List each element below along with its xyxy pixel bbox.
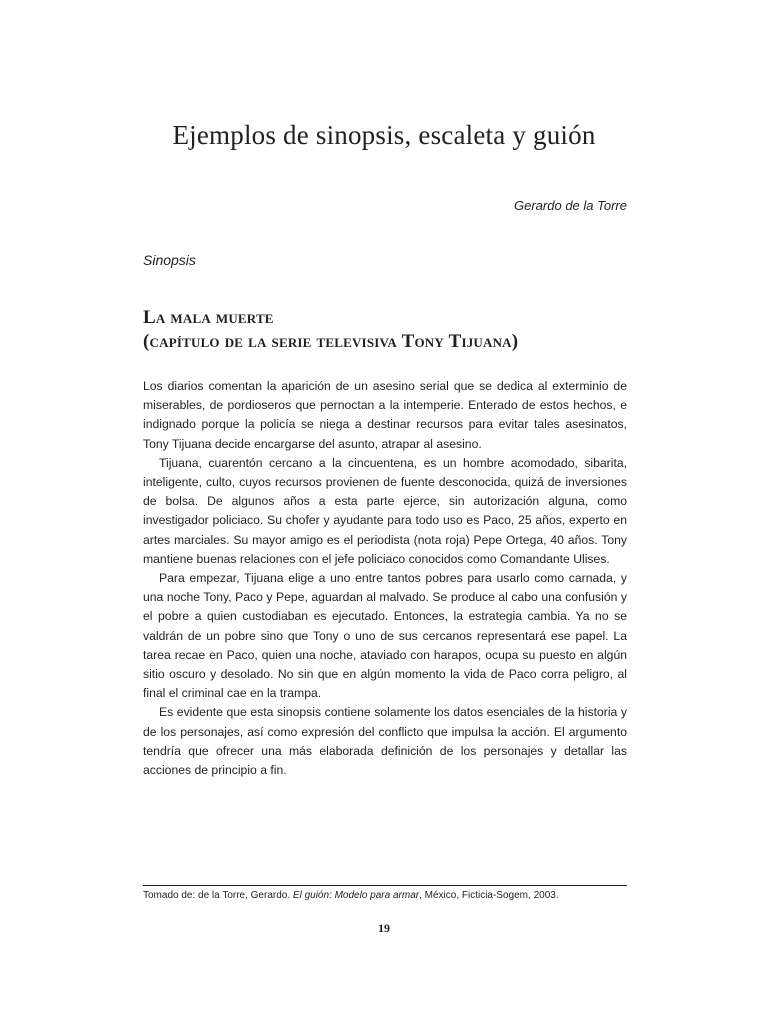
footnote-prefix: Tomado de: de la Torre, Gerardo. <box>143 890 293 901</box>
page-title: Ejemplos de sinopsis, escaleta y guión <box>172 120 596 150</box>
footnote-book-title: El guión: Modelo para armar <box>292 890 420 901</box>
page-number: 19 <box>378 921 390 935</box>
work-title <box>143 306 518 354</box>
footnote-divider <box>143 885 627 886</box>
paragraph: Para empezar, Tijuana elige a uno entre tantos pobres para usarlo como carnada, y una noche Tony, Paco y Pepe, aguardan al malvado. Se produce al cabo una confusión y el pobre a quien custodiaban es ejecutado. Entonces, la estrategia cambia. Ya no se valdrán de un pobre sino que Tony o uno de sus cercanos representará ese papel. La tarea recae en Paco, quien una noche, ataviado con harapos, ocupa su puesto en algún sitio oscuro y desolado. No sin que en algún momento la vida de Paco corra peligro, al final el criminal cae en la trampa. <box>143 571 627 701</box>
footnote <box>143 890 633 901</box>
footnote-suffix: , México, Ficticia-Sogem, 2003. <box>419 890 559 901</box>
section-label: Sinopsis <box>143 252 196 268</box>
work-title-line2: (capítulo de la serie televisiva Tony Tijuana) <box>143 331 519 352</box>
paragraph: Tijuana, cuarentón cercano a la cincuentena, es un hombre acomodado, sibarita, inteligente, culto, cuyos recursos provienen de fuente desconocida, quizá de inversiones de bolsa. De algunos años a esta parte ejerce, sin autorización alguna, como investigador policiaco. Su chofer y ayudante para todo uso es Paco, 25 años, experto en artes marciales. Su mayor amigo es el periodista (nota roja) Pepe Ortega, 40 años. Tony mantiene buenas relaciones con el jefe policiaco conocidos como Comandante Ulises. <box>143 455 627 566</box>
paragraph: Los diarios comentan la aparición de un asesino serial que se dedica al exterminio de miserables, de pordioseros que pernoctan a la intemperie. Enterado de estos hechos, e indignado porque la policía se niega a destinar recursos para evitar tales asesinatos, Tony Tijuana decide encargarse del asunto, atrapar al asesino. <box>143 379 627 451</box>
work-title-line1: La mala muerte <box>143 307 274 328</box>
synopsis-body <box>143 377 627 780</box>
paragraph: Es evidente que esta sinopsis contiene solamente los datos esenciales de la historia y de los personajes, así como expresión del conflicto que impulsa la acción. El argumento tendría que ofrecer una más elaborada definición de los personajes y detallar las acciones de principio a fin. <box>143 705 627 778</box>
author-name: Gerardo de la Torre <box>514 198 627 213</box>
